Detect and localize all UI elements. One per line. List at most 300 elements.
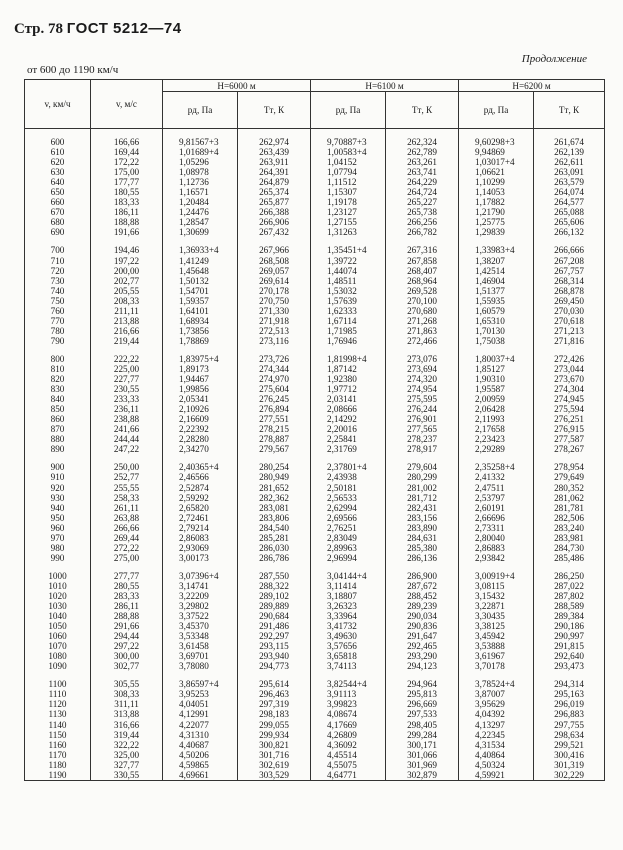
table-cell: 1,01689+4 xyxy=(163,147,238,157)
table-cell: 9,94869 xyxy=(459,147,534,157)
table-cell: 4,12991 xyxy=(163,709,238,719)
table-cell: 1,92380 xyxy=(311,374,386,384)
table-cell: 3,86597+4 xyxy=(163,679,238,689)
table-cell: 2,03141 xyxy=(311,394,386,404)
table-cell: 900 xyxy=(25,462,91,472)
table-cell: 1,36933+4 xyxy=(163,245,238,255)
table-cell: 2,20016 xyxy=(311,424,386,434)
table-cell: 200,00 xyxy=(91,266,163,276)
table-cell: 2,86083 xyxy=(163,533,238,543)
table-cell: 287,550 xyxy=(238,571,311,581)
table-cell: 740 xyxy=(25,286,91,296)
table-cell: 294,44 xyxy=(91,631,163,641)
table-row xyxy=(25,483,605,493)
table-cell: 285,281 xyxy=(238,533,311,543)
table-cell: 281,062 xyxy=(534,493,605,503)
table-cell: 262,974 xyxy=(238,129,311,148)
table-row xyxy=(25,651,605,661)
table-cell: 269,057 xyxy=(238,266,311,276)
table-cell: 880 xyxy=(25,434,91,444)
table-cell: 283,156 xyxy=(386,513,459,523)
table-cell: 770 xyxy=(25,316,91,326)
table-cell: 3,69701 xyxy=(163,651,238,661)
table-cell: 269,450 xyxy=(534,296,605,306)
table-cell: 292,640 xyxy=(534,651,605,661)
table-cell: 289,102 xyxy=(238,591,311,601)
table-row xyxy=(25,394,605,404)
table-row xyxy=(25,177,605,187)
table-row xyxy=(25,581,605,591)
table-cell: 296,669 xyxy=(386,699,459,709)
table-cell: 300,00 xyxy=(91,651,163,661)
table-cell: 291,647 xyxy=(386,631,459,641)
table-cell: 281,652 xyxy=(238,483,311,493)
table-cell: 283,081 xyxy=(238,503,311,513)
table-cell: 3,18807 xyxy=(311,591,386,601)
table-cell: 3,29802 xyxy=(163,601,238,611)
table-cell: 271,816 xyxy=(534,336,605,346)
table-cell: 3,22871 xyxy=(459,601,534,611)
table-cell: 3,61967 xyxy=(459,651,534,661)
table-cell: 680 xyxy=(25,217,91,227)
table-row xyxy=(25,316,605,326)
table-cell: 1,76946 xyxy=(311,336,386,346)
sub-header-pressure: pд, Па xyxy=(459,92,534,129)
table-cell: 1050 xyxy=(25,621,91,631)
table-cell: 278,954 xyxy=(534,462,605,472)
table-row xyxy=(25,472,605,482)
table-cell: 1170 xyxy=(25,750,91,760)
table-cell: 281,002 xyxy=(386,483,459,493)
table-row xyxy=(25,462,605,472)
table-cell: 1,99856 xyxy=(163,384,238,394)
table-cell: 264,229 xyxy=(386,177,459,187)
table-cell: 275,604 xyxy=(238,384,311,394)
table-cell: 2,17658 xyxy=(459,424,534,434)
table-cell: 302,879 xyxy=(386,770,459,781)
table-cell: 2,05341 xyxy=(163,394,238,404)
table-cell: 175,00 xyxy=(91,167,163,177)
table-cell: 293,115 xyxy=(238,641,311,651)
table-row xyxy=(25,543,605,553)
table-cell: 1,05296 xyxy=(163,157,238,167)
table-cell: 280,299 xyxy=(386,472,459,482)
group-gap xyxy=(25,346,605,354)
table-cell: 255,55 xyxy=(91,483,163,493)
table-cell: 216,66 xyxy=(91,326,163,336)
table-cell: 280,55 xyxy=(91,581,163,591)
table-row xyxy=(25,730,605,740)
table-cell: 2,34270 xyxy=(163,444,238,454)
table-cell: 316,66 xyxy=(91,720,163,730)
table-cell: 270,680 xyxy=(386,306,459,316)
table-cell: 277,77 xyxy=(91,571,163,581)
table-row xyxy=(25,611,605,621)
table-cell: 267,757 xyxy=(534,266,605,276)
table-row xyxy=(25,631,605,641)
table-cell: 2,80040 xyxy=(459,533,534,543)
table-row xyxy=(25,760,605,770)
table-cell: 1,29839 xyxy=(459,227,534,237)
table-cell: 3,14741 xyxy=(163,581,238,591)
table-cell: 4,22345 xyxy=(459,730,534,740)
table-cell: 299,934 xyxy=(238,730,311,740)
table-cell: 294,964 xyxy=(386,679,459,689)
table-cell: 202,77 xyxy=(91,276,163,286)
table-cell: 960 xyxy=(25,523,91,533)
table-cell: 4,26809 xyxy=(311,730,386,740)
table-cell: 219,44 xyxy=(91,336,163,346)
table-cell: 290,186 xyxy=(534,621,605,631)
table-cell: 1,81998+4 xyxy=(311,354,386,364)
table-cell: 1,41249 xyxy=(163,256,238,266)
table-cell: 283,890 xyxy=(386,523,459,533)
table-cell: 319,44 xyxy=(91,730,163,740)
table-cell: 4,64771 xyxy=(311,770,386,781)
table-cell: 194,46 xyxy=(91,245,163,255)
table-cell: 1190 xyxy=(25,770,91,781)
table-cell: 284,631 xyxy=(386,533,459,543)
table-cell: 3,95253 xyxy=(163,689,238,699)
table-cell: 2,41332 xyxy=(459,472,534,482)
table-cell: 1,25775 xyxy=(459,217,534,227)
table-cell: 9,60298+3 xyxy=(459,129,534,148)
table-cell: 263,911 xyxy=(238,157,311,167)
table-cell: 3,87007 xyxy=(459,689,534,699)
sub-header-pressure: pд, Па xyxy=(163,92,238,129)
table-cell: 272,466 xyxy=(386,336,459,346)
table-cell: 298,405 xyxy=(386,720,459,730)
table-cell: 1,11512 xyxy=(311,177,386,187)
table-cell: 282,431 xyxy=(386,503,459,513)
table-cell: 295,813 xyxy=(386,689,459,699)
table-cell: 301,066 xyxy=(386,750,459,760)
table-cell: 263,579 xyxy=(534,177,605,187)
speed-range-label: от 600 до 1190 км/ч xyxy=(27,64,119,76)
table-cell: 286,900 xyxy=(386,571,459,581)
table-cell: 2,29289 xyxy=(459,444,534,454)
table-cell: 267,432 xyxy=(238,227,311,237)
table-cell: 1040 xyxy=(25,611,91,621)
table-cell: 278,267 xyxy=(534,444,605,454)
table-cell: 1060 xyxy=(25,631,91,641)
table-cell: 3,70178 xyxy=(459,661,534,671)
table-cell: 2,08666 xyxy=(311,404,386,414)
table-cell: 1,70130 xyxy=(459,326,534,336)
table-cell: 1,57639 xyxy=(311,296,386,306)
table-cell: 1,17882 xyxy=(459,197,534,207)
table-cell: 177,77 xyxy=(91,177,163,187)
table-cell: 311,11 xyxy=(91,699,163,709)
table-cell: 290,684 xyxy=(238,611,311,621)
table-cell: 1,33983+4 xyxy=(459,245,534,255)
table-cell: 299,521 xyxy=(534,740,605,750)
table-cell: 273,726 xyxy=(238,354,311,364)
table-cell: 211,11 xyxy=(91,306,163,316)
table-cell: 241,66 xyxy=(91,424,163,434)
table-cell: 291,486 xyxy=(238,621,311,631)
table-cell: 2,72461 xyxy=(163,513,238,523)
table-cell: 2,83049 xyxy=(311,533,386,543)
table-cell: 1030 xyxy=(25,601,91,611)
table-cell: 2,37801+4 xyxy=(311,462,386,472)
table-cell: 800 xyxy=(25,354,91,364)
table-row xyxy=(25,207,605,217)
table-cell: 1,03017+4 xyxy=(459,157,534,167)
table-row xyxy=(25,374,605,384)
table-cell: 1,42514 xyxy=(459,266,534,276)
table-cell: 290,836 xyxy=(386,621,459,631)
table-row xyxy=(25,513,605,523)
table-row xyxy=(25,217,605,227)
table-cell: 4,31534 xyxy=(459,740,534,750)
table-cell: 301,969 xyxy=(386,760,459,770)
table-cell: 1,27155 xyxy=(311,217,386,227)
table-cell: 1,71985 xyxy=(311,326,386,336)
table-cell: 289,889 xyxy=(238,601,311,611)
table-cell: 1,06621 xyxy=(459,167,534,177)
table-cell: 1,67114 xyxy=(311,316,386,326)
table-cell: 1,12736 xyxy=(163,177,238,187)
table-cell: 2,46566 xyxy=(163,472,238,482)
table-cell: 2,10926 xyxy=(163,404,238,414)
table-cell: 1,38207 xyxy=(459,256,534,266)
table-cell: 1,08978 xyxy=(163,167,238,177)
table-cell: 940 xyxy=(25,503,91,513)
table-cell: 3,49630 xyxy=(311,631,386,641)
table-cell: 620 xyxy=(25,157,91,167)
table-row xyxy=(25,709,605,719)
table-cell: 2,96994 xyxy=(311,553,386,563)
table-cell: 790 xyxy=(25,336,91,346)
table-cell: 830 xyxy=(25,384,91,394)
table-cell: 287,022 xyxy=(534,581,605,591)
table-cell: 820 xyxy=(25,374,91,384)
table-cell: 3,33964 xyxy=(311,611,386,621)
table-cell: 208,33 xyxy=(91,296,163,306)
table-cell: 289,239 xyxy=(386,601,459,611)
table-cell: 266,666 xyxy=(534,245,605,255)
table-cell: 2,35258+4 xyxy=(459,462,534,472)
table-cell: 3,41732 xyxy=(311,621,386,631)
table-cell: 191,66 xyxy=(91,227,163,237)
table-cell: 225,00 xyxy=(91,364,163,374)
table-cell: 274,304 xyxy=(534,384,605,394)
table-cell: 4,59921 xyxy=(459,770,534,781)
table-cell: 279,567 xyxy=(238,444,311,454)
table-cell: 870 xyxy=(25,424,91,434)
table-cell: 2,23423 xyxy=(459,434,534,444)
table-cell: 213,88 xyxy=(91,316,163,326)
table-cell: 276,894 xyxy=(238,404,311,414)
table-cell: 285,486 xyxy=(534,553,605,563)
table-cell: 4,17669 xyxy=(311,720,386,730)
table-cell: 3,78080 xyxy=(163,661,238,671)
table-cell: 950 xyxy=(25,513,91,523)
table-cell: 1,46904 xyxy=(459,276,534,286)
table-cell: 1090 xyxy=(25,661,91,671)
sub-header-temperature: Tᴛ, К xyxy=(534,92,605,129)
table-cell: 278,917 xyxy=(386,444,459,454)
table-cell: 1180 xyxy=(25,760,91,770)
table-cell: 3,91113 xyxy=(311,689,386,699)
table-cell: 274,970 xyxy=(238,374,311,384)
table-cell: 1,60579 xyxy=(459,306,534,316)
table-cell: 275,00 xyxy=(91,553,163,563)
table-cell: 300,821 xyxy=(238,740,311,750)
table-cell: 277,587 xyxy=(534,434,605,444)
table-cell: 233,33 xyxy=(91,394,163,404)
table-cell: 1160 xyxy=(25,740,91,750)
table-cell: 4,31310 xyxy=(163,730,238,740)
group-gap xyxy=(25,671,605,679)
table-cell: 295,614 xyxy=(238,679,311,689)
table-row xyxy=(25,306,605,316)
table-cell: 287,802 xyxy=(534,591,605,601)
table-cell: 1,59357 xyxy=(163,296,238,306)
table-cell: 3,15432 xyxy=(459,591,534,601)
table-cell: 1,45648 xyxy=(163,266,238,276)
group-gap xyxy=(25,563,605,571)
table-cell: 265,227 xyxy=(386,197,459,207)
table-body xyxy=(25,129,605,781)
table-cell: 1,23127 xyxy=(311,207,386,217)
table-cell: 286,136 xyxy=(386,553,459,563)
table-cell: 294,773 xyxy=(238,661,311,671)
table-row xyxy=(25,404,605,414)
table-cell: 266,906 xyxy=(238,217,311,227)
table-cell: 290,997 xyxy=(534,631,605,641)
table-cell: 2,56533 xyxy=(311,493,386,503)
table-cell: 270,030 xyxy=(534,306,605,316)
table-cell: 169,44 xyxy=(91,147,163,157)
table-cell: 283,806 xyxy=(238,513,311,523)
table-cell: 3,99823 xyxy=(311,699,386,709)
table-cell: 1,85127 xyxy=(459,364,534,374)
table-cell: 9,70887+3 xyxy=(311,129,386,148)
table-cell: 1,89173 xyxy=(163,364,238,374)
table-cell: 1080 xyxy=(25,651,91,661)
table-cell: 197,22 xyxy=(91,256,163,266)
table-cell: 281,781 xyxy=(534,503,605,513)
table-cell: 4,04392 xyxy=(459,709,534,719)
table-cell: 980 xyxy=(25,543,91,553)
table-row xyxy=(25,167,605,177)
table-cell: 2,86883 xyxy=(459,543,534,553)
table-cell: 272,513 xyxy=(238,326,311,336)
table-cell: 2,53797 xyxy=(459,493,534,503)
table-cell: 267,966 xyxy=(238,245,311,255)
table-cell: 860 xyxy=(25,414,91,424)
table-cell: 291,66 xyxy=(91,621,163,631)
table-cell: 890 xyxy=(25,444,91,454)
table-cell: 268,314 xyxy=(534,276,605,286)
table-cell: 273,670 xyxy=(534,374,605,384)
table-cell: 2,16609 xyxy=(163,414,238,424)
table-cell: 3,04144+4 xyxy=(311,571,386,581)
table-cell: 294,123 xyxy=(386,661,459,671)
table-cell: 910 xyxy=(25,472,91,482)
table-cell: 9,81567+3 xyxy=(163,129,238,148)
table-cell: 276,251 xyxy=(534,414,605,424)
table-cell: 247,22 xyxy=(91,444,163,454)
table-cell: 188,88 xyxy=(91,217,163,227)
table-cell: 288,589 xyxy=(534,601,605,611)
table-row xyxy=(25,591,605,601)
table-cell: 303,529 xyxy=(238,770,311,781)
table-cell: 3,82544+4 xyxy=(311,679,386,689)
table-cell: 1,28547 xyxy=(163,217,238,227)
table-row xyxy=(25,245,605,255)
table-row xyxy=(25,770,605,781)
table-cell: 284,730 xyxy=(534,543,605,553)
table-cell: 271,918 xyxy=(238,316,311,326)
page-number: Стр. 78 xyxy=(14,21,64,37)
table-cell: 1,44074 xyxy=(311,266,386,276)
table-cell: 2,65820 xyxy=(163,503,238,513)
table-cell: 286,030 xyxy=(238,543,311,553)
table-cell: 289,384 xyxy=(534,611,605,621)
table-cell: 272,22 xyxy=(91,543,163,553)
table-cell: 271,268 xyxy=(386,316,459,326)
table-cell: 273,694 xyxy=(386,364,459,374)
table-cell: 2,31769 xyxy=(311,444,386,454)
table-cell: 970 xyxy=(25,533,91,543)
table-cell: 4,13297 xyxy=(459,720,534,730)
table-row xyxy=(25,296,605,306)
table-row xyxy=(25,157,605,167)
table-cell: 2,89963 xyxy=(311,543,386,553)
table-cell: 2,22392 xyxy=(163,424,238,434)
table-cell: 1,15307 xyxy=(311,187,386,197)
standard-number: ГОСТ 5212—74 xyxy=(66,20,182,37)
table-cell: 269,528 xyxy=(386,286,459,296)
table-cell: 3,95629 xyxy=(459,699,534,709)
continuation-label: Продолжение xyxy=(521,53,587,65)
table-cell: 295,163 xyxy=(534,689,605,699)
table-row xyxy=(25,197,605,207)
table-cell: 268,964 xyxy=(386,276,459,286)
table-cell: 261,674 xyxy=(534,129,605,148)
table-row xyxy=(25,493,605,503)
table-cell: 3,78524+4 xyxy=(459,679,534,689)
table-cell: 920 xyxy=(25,483,91,493)
table-row xyxy=(25,679,605,689)
table-row xyxy=(25,661,605,671)
table-cell: 301,319 xyxy=(534,760,605,770)
table-cell: 285,380 xyxy=(386,543,459,553)
table-cell: 1,68934 xyxy=(163,316,238,326)
table-cell: 264,724 xyxy=(386,187,459,197)
table-row xyxy=(25,336,605,346)
table-cell: 222,22 xyxy=(91,354,163,364)
sub-header-temperature: Tᴛ, К xyxy=(238,92,311,129)
table-row xyxy=(25,750,605,760)
table-row xyxy=(25,503,605,513)
table-cell: 3,26323 xyxy=(311,601,386,611)
table-cell: 710 xyxy=(25,256,91,266)
table-row xyxy=(25,523,605,533)
table-cell: 186,11 xyxy=(91,207,163,217)
table-cell: 2,73311 xyxy=(459,523,534,533)
table-cell: 1,31263 xyxy=(311,227,386,237)
table-cell: 4,22077 xyxy=(163,720,238,730)
table-cell: 1,48511 xyxy=(311,276,386,286)
atmosphere-table xyxy=(24,79,605,781)
table-cell: 3,11414 xyxy=(311,581,386,591)
table-cell: 1130 xyxy=(25,709,91,719)
table-cell: 266,256 xyxy=(386,217,459,227)
